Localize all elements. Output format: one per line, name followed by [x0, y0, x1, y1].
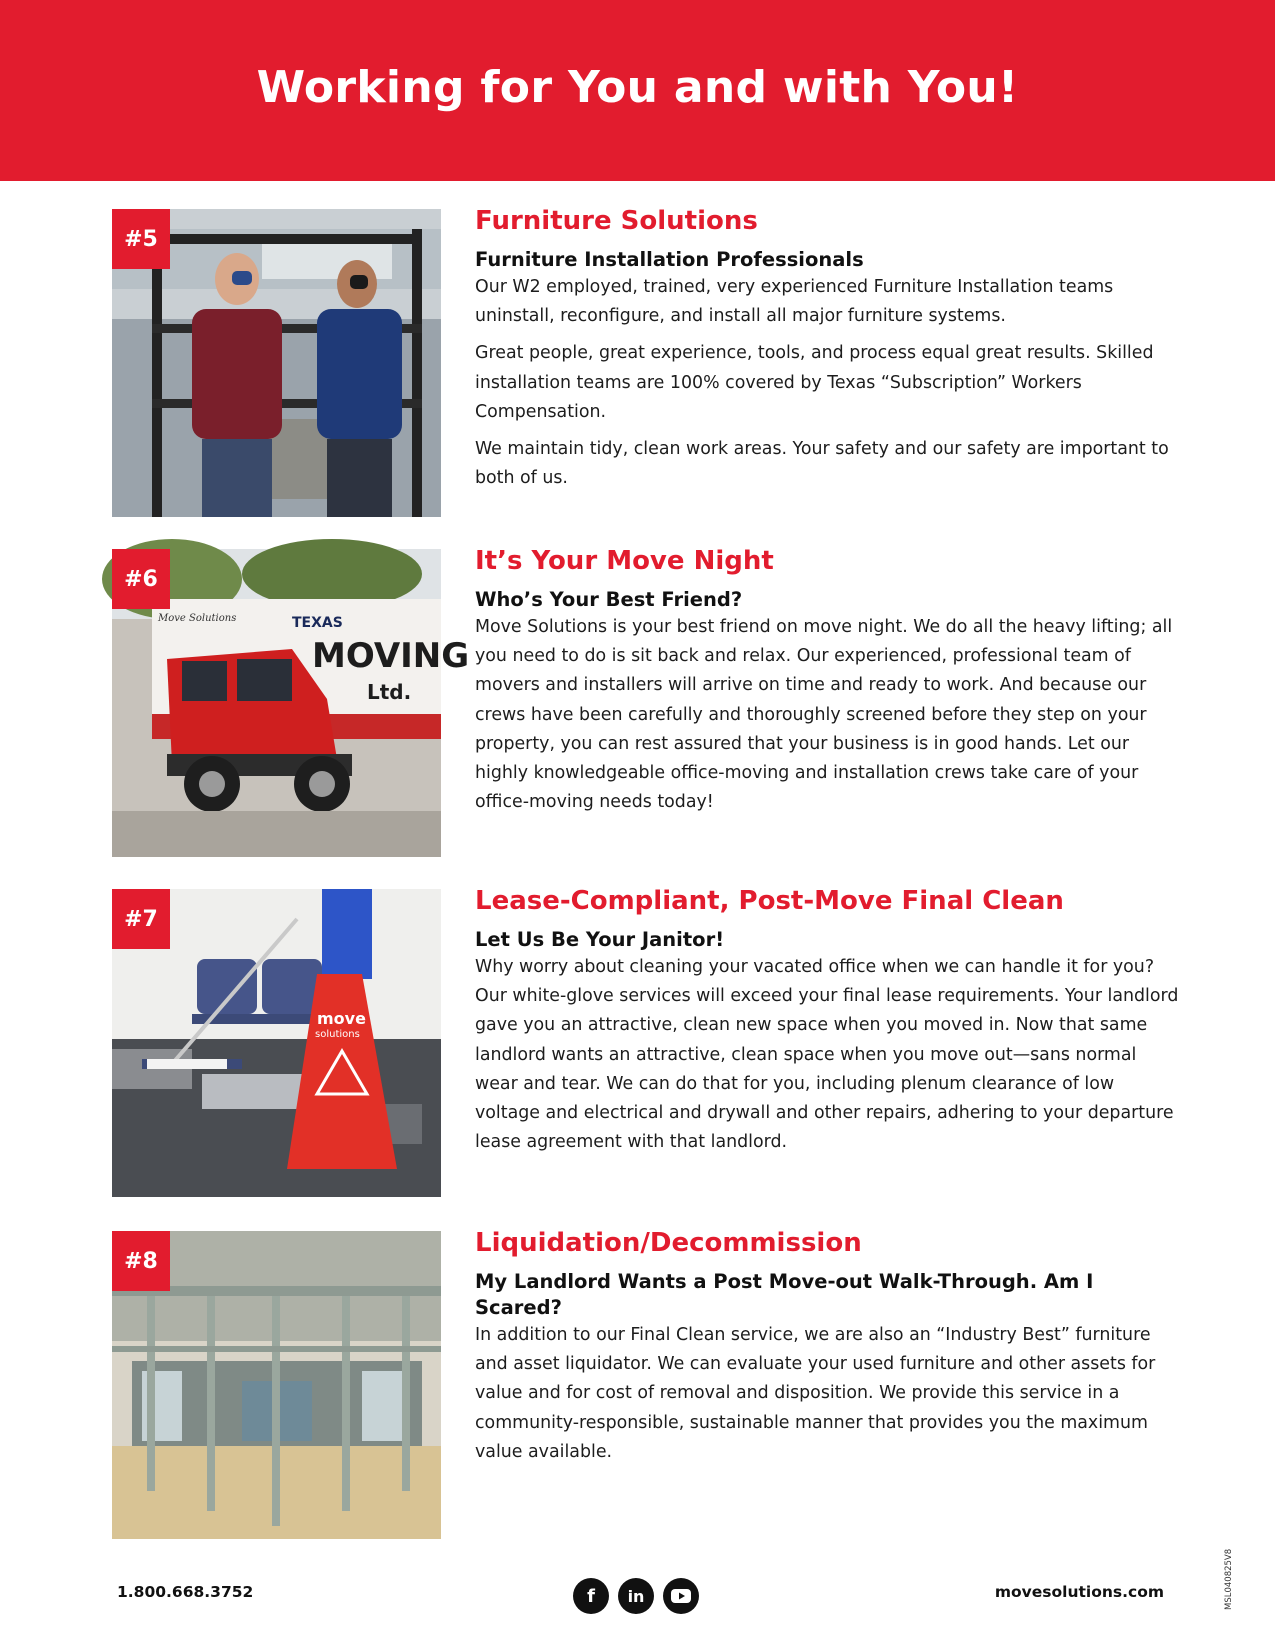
truck-ltd-text: Ltd.	[367, 680, 412, 704]
facebook-icon[interactable]: f	[573, 1578, 609, 1614]
sign-brand-text: move	[317, 1009, 366, 1028]
moving-truck-photo	[112, 549, 470, 857]
social-links	[573, 1578, 699, 1614]
section-number-badge: #7	[112, 889, 170, 949]
section-paragraph: In addition to our Final Clean service, we are also an “Industry Best” furniture and asset liquidator. We can evaluate your used furniture and other assets for value and for cost of removal and disposition. We provide this service in a community-responsible, sustainable manner that provides you the maximum value available.	[475, 1325, 1156, 1462]
truck-brand-text: Move Solutions	[158, 613, 237, 624]
section-subtitle: My Landlord Wants a Post Move-out Walk-Through. Am I Scared?	[475, 1270, 1094, 1319]
section-text	[475, 546, 1180, 817]
section-subtitle: Who’s Your Best Friend?	[475, 588, 743, 611]
section-title: Furniture Solutions	[475, 206, 758, 236]
linkedin-icon[interactable]: in	[618, 1578, 654, 1614]
document-code: MSL040825V8	[1224, 1548, 1234, 1610]
phone-number[interactable]: 1.800.668.3752	[117, 1583, 254, 1601]
page-title: Working for You and with You!	[256, 62, 1019, 113]
section-paragraph: Why worry about cleaning your vacated office when we can handle it for you? Our white-glove services will exceed your final lease requirements. Your landlord gave you an attractive, clean new space when you moved in. Now that same landlord wants an attractive, clean space when you move out—sans normal wear and tear. We can do that for you, including plenum clearance of low voltage and electrical and drywall and other repairs, adhering to your departure lease agreement with that landlord.	[475, 957, 1179, 1153]
section-paragraph: We maintain tidy, clean work areas. Your safety and our safety are important to both of us.	[475, 439, 1169, 489]
website-link[interactable]: movesolutions.com	[994, 1583, 1164, 1601]
youtube-icon[interactable]	[663, 1578, 699, 1614]
header-banner	[0, 0, 1275, 181]
truck-side-text: MOVING	[312, 636, 470, 676]
section-subtitle: Let Us Be Your Janitor!	[475, 928, 725, 951]
empty-warehouse-photo	[112, 1231, 441, 1539]
section-title: Lease-Compliant, Post-Move Final Clean	[475, 886, 1064, 916]
sign-sub-text: solutions	[315, 1029, 360, 1040]
section-paragraph: Great people, great experience, tools, and process equal great results. Skilled installation teams are 100% covered by Texas “Subscription” Workers Compensation.	[475, 343, 1154, 422]
janitor-photo	[112, 889, 441, 1197]
section-paragraph: Our W2 employed, trained, very experienced Furniture Installation teams uninstall, reconfigure, and install all major furniture systems.	[475, 277, 1114, 327]
section-paragraph: Move Solutions is your best friend on move night. We do all the heavy lifting; all you need to do is sit back and relax. Our experienced, professional team of movers and installers will arrive on time and ready to work. And because our crews have been carefully and thoroughly screened before they step on your property, you can rest assured that your business is in good hands. Let our highly knowledgeable office-moving and installation crews take care of your office-moving needs today!	[475, 617, 1173, 813]
section-number-badge: #5	[112, 209, 170, 269]
section-title: It’s Your Move Night	[475, 546, 774, 576]
section-text	[475, 206, 1180, 493]
installers-photo	[112, 209, 441, 517]
section-title: Liquidation/Decommission	[475, 1228, 862, 1258]
section-subtitle: Furniture Installation Professionals	[475, 248, 864, 271]
section-text	[475, 886, 1180, 1157]
section-number-badge: #6	[112, 549, 170, 609]
section-text	[475, 1228, 1180, 1467]
section-number-badge: #8	[112, 1231, 170, 1291]
truck-state-text: TEXAS	[292, 615, 343, 631]
